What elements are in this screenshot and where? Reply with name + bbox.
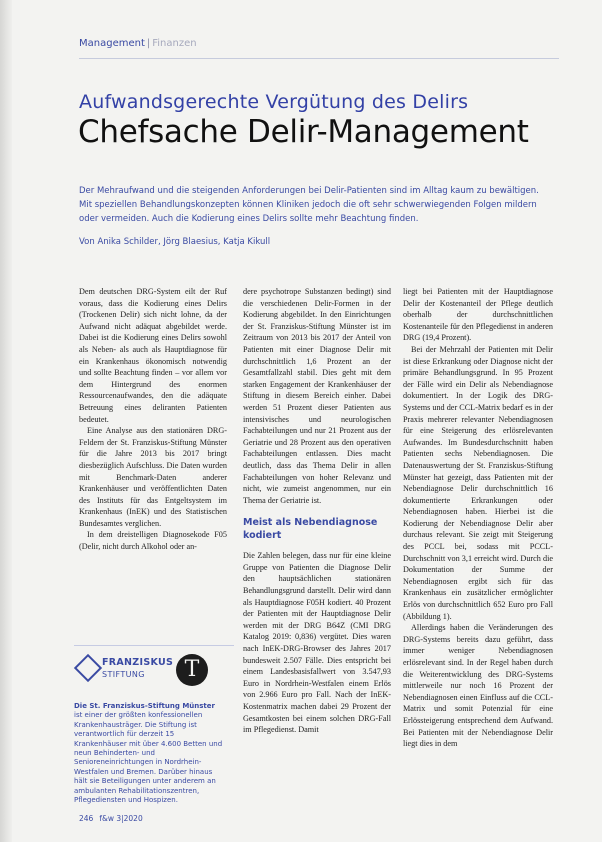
body-column-2 xyxy=(243,286,391,736)
paragraph: dere psychotrope Substanzen bedingt) sind die verschiedenen Delir-Formen in der Kodierung abgebildet. In den Einrichtungen der St. Franziskus-Stiftung Münster ist im Zeitraum von 2013 bis 2017 der Anteil von Patienten mit einer Diagnose Delir mit durchschnittlich 1,6 Prozent an der Gesamtfallzahl stabil. Dies geht mit dem starken Engagement der Krankenhäuser der Stiftung in diesem Bereich einher. Dabei werden 51 Prozent dieser Patienten aus intensivisches und neurologischen Fachabteilungen und nur 21 Prozent aus der Geriatrie und 28 Prozent aus den operativen Fachabteilungen entlassen. Dies macht deutlich, dass das Thema Delir in allen Fachabteilungen von hoher Relevanz und nicht, wie zumeist angenommen, nur ein Thema der Geriatrie ist. xyxy=(243,287,391,505)
franziskus-stiftung-logo xyxy=(74,654,234,694)
logo-text-line1: FRANZISKUS xyxy=(102,657,174,668)
infobox-lead: Die St. Franziskus-Stiftung Münster xyxy=(74,702,215,710)
page-footer xyxy=(79,814,149,823)
paragraph: Die Zahlen belegen, dass nur für eine kleine Gruppe von Patienten die Diagnose Delir den hauptsächlichen stationären Behandlungsgrund darstellt. Delir wird dann als Hauptdiagnose F05H kodiert. 40 Prozent der Patienten mit der Hauptdiagnose Delir werden mit der DRG B64Z (CMI DRG Katalog 2019: 0,836) vergütet. Dies waren nach InEK-DRG-Browser des Jahres 2017 bundesweit 2.507 Fälle. Dies entspricht bei einem Landesbasisfallwert von 3.547,93 Euro in Nordrhein-Westfalen einem Erlös von 2.966 Euro pro Fall. Nach der InEK-Kostenmatrix machen dabei 29 Prozent der Gesamtkosten bei einem solchen DRG-Fall im Pflegedienst. Damit xyxy=(243,551,391,735)
article-subtitle: Aufwandsgerechte Vergütung des Delirs xyxy=(79,91,469,113)
paragraph: Bei der Mehrzahl der Patienten mit Delir ist diese Erkrankung oder Diagnose nicht der primäre Behandlungsgrund. In 95 Prozent der Fälle wird ein Delir als Nebendiagnose dokumentiert. In der Logik des DRG-Systems und der CCL-Matrix bedarf es in der Praxis mehrerer relevanter Nebendiagnosen für eine Steigerung des erlösrelevanten Aufwandes. Im Bundesdurchschnitt haben Patienten sechs Nebendiagnosen. Die Datenauswertung der St. Franziskus-Stiftung Münster hat gezeigt, dass Patienten mit der Nebendiagnose Delir durchschnittlich 16 dokumentierte Erkrankungen oder Nebendiagnosen haben. Hierbei ist die Kodierung der Nebendiagnose Delir aber durchaus relevant. Sie zeigt mit Steigerung des PCCL bei, sodass mit PCCL-Durchschnitt von 3,1 erreicht wird. Durch die Dokumentation der Summe der Nebendiagnosen ergibt sich für das Krankenhaus ein zusätzlicher ermöglichter Erlös von durchschnittlich 652 Euro pro Fall (Abbildung 1). xyxy=(403,344,553,621)
paragraph: Allerdings haben die Veränderungen des DRG-Systems bereits dazu geführt, dass immer weniger Nebendiagnosen erlösrelevant sind. In der Regel haben durch die Weiterentwicklung des DRG-Systems mittlerweile nur noch 16 Prozent der Nebendiagnosen einen Einfluss auf die CCL-Matrix und somit Potenzial für eine Erlössteigerung entsprechend dem Aufwand. Bei Patienten mit der Nebendiagnose Delir liegt dies in dem xyxy=(403,623,553,749)
section-heading: Meist als Nebendiagnose kodiert xyxy=(243,517,378,542)
paragraph: liegt bei Patienten mit der Hauptdiagnose Delir der Kostenanteil der Pflege deutlich oberhalb der durchschnittlichen Kostenanteile für den Pflegedienst in anderen DRG (19,4 Prozent). xyxy=(403,287,553,343)
section-label: Management xyxy=(79,38,145,49)
subsection-label: Finanzen xyxy=(152,38,197,49)
body-column-3 xyxy=(403,286,553,750)
section-divider: | xyxy=(146,38,151,49)
article-authors: Von Anika Schilder, Jörg Blaesius, Katja Kikull xyxy=(79,237,271,247)
page-number: 246 xyxy=(79,814,94,823)
article-title: Chefsache Delir-Management xyxy=(78,114,529,150)
magazine-issue: f&w 3|2020 xyxy=(99,814,143,823)
diamond-logo-icon xyxy=(74,654,102,682)
section-header xyxy=(79,38,197,49)
body-column-1 xyxy=(79,286,227,553)
infobox-text xyxy=(74,702,224,805)
header-rule xyxy=(79,58,559,59)
logo-text-line2: STIFTUNG xyxy=(102,670,145,679)
paragraph: In dem dreistelligen Diagnosekode F05 (Delir, nicht durch Alkohol oder an- xyxy=(79,530,227,552)
tau-cross-icon: T xyxy=(176,654,208,686)
paragraph: Dem deutschen DRG-System eilt der Ruf voraus, dass die Kodierung eines Delirs (Trockenen Delir) sich nicht lohne, da der Aufwand nicht adäquat abgebildet werde. Dabei ist die Kodierung eines Delirs sowohl als Neben- als auch als Hauptdiagnose für ein Krankenhaus ökonomisch notwendig und sollte Beachtung finden – vor allem vor dem Hintergrund des enormen Ressourcenaufwandes, den die adäquate Betreuung eines deliranten Patienten bedeutet. xyxy=(79,287,227,424)
paragraph: Eine Analyse aus den stationären DRG-Feldern der St. Franziskus-Stiftung Münster für die Jahre 2013 bis 2017 bringt diesbezüglich Aufschluss. Die Daten wurden mit Benchmark-Daten anderer Krankenhäuser und veröffentlichten Daten des Instituts für das Entgeltsystem im Krankenhaus (InEK) und des Statistischen Bundesamtes verglichen. xyxy=(79,426,227,528)
infobox-body: ist einer der größten konfessionellen Krankenhausträger. Die Stiftung ist verantwortlich für derzeit 15 Krankenhäuser mit über 4.600 Betten und neun Behinderten- und Senioreneinrichtungen in Nordrhein-Westfalen und Bremen. Darüber hinaus hält sie Beteiligungen unter anderem an ambulanten Rehabilitationszentren, Pflegediensten und Hospizen. xyxy=(74,711,223,805)
foundation-infobox xyxy=(74,645,234,819)
article-lead: Der Mehraufwand und die steigenden Anforderungen bei Delir-Patienten sind im Alltag kaum zu bewältigen. Mit speziellen Behandlungskonzepten können Kliniken jedoch die oft sehr schwerwiegenden Folgen mildern oder vermeiden. Auch die Kodierung eines Delirs sollte mehr Beachtung finden. xyxy=(79,186,539,225)
page-binding-shadow xyxy=(0,0,12,842)
